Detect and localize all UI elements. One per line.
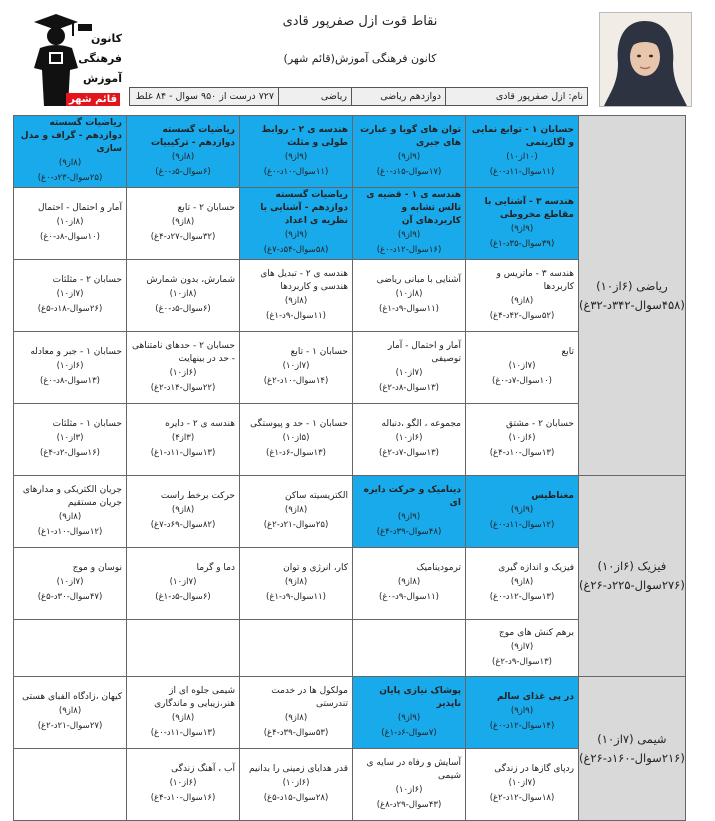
- topic-stats: (۱۳سوال-۸د-۲غ): [379, 382, 439, 393]
- topic-name: کار، انرژی و توان: [283, 563, 348, 573]
- topic-stats: (۸۲سوال-۶۹د-۷غ): [150, 520, 216, 530]
- page-subtitle: کانون فرهنگی آموزش(قائم شهر): [283, 52, 437, 65]
- student-grade: دوازدهم ریاضی: [351, 88, 445, 105]
- topic-stats: (۱۲سوال-۱۱د-۰غ): [489, 520, 555, 530]
- topic-cell: [14, 404, 127, 476]
- topic-stats: (۱۷سوال-۱۵د-۰غ): [376, 166, 442, 177]
- topic-count: (۸از۹): [284, 577, 308, 587]
- topic-cell: [240, 116, 353, 188]
- topic-stats: (۴۷سوال-۳۰د-۵غ): [37, 592, 103, 602]
- topic-count: (۳از۴): [171, 433, 195, 443]
- table-row: [14, 476, 686, 548]
- student-name: نام: ازل صفرپور قادی: [445, 88, 587, 105]
- topic-stats: (۴۳سوال-۲۹د-۸غ): [376, 799, 442, 810]
- topic-stats: (۲۷سوال-۲۱د-۲غ): [37, 721, 103, 731]
- topic-cell: [240, 404, 353, 476]
- topic-count: (۸از۹): [510, 577, 534, 587]
- topic-cell: [353, 260, 466, 332]
- topic-cell: [466, 332, 579, 404]
- topic-cell: [353, 749, 466, 821]
- topic-name: حسابان ۱ - حد و پیوستگی: [250, 419, 348, 429]
- topic-name: شیمی جلوه ای از هنر،زیبایی و ماندگاری: [154, 685, 235, 709]
- topic-cell: [466, 677, 579, 749]
- topic-stats: (۱۱سوال-۹د-۰غ): [379, 592, 439, 602]
- topic-stats: (۱۳سوال-۸د-۰غ): [40, 376, 100, 386]
- topic-stats: (۲۵سوال-۲۳د-۰غ): [37, 173, 103, 183]
- topic-cell: [14, 260, 127, 332]
- topic-count: (۵از۱۰): [282, 433, 310, 443]
- topic-name: ریاضیات گسسته دوازدهم - گراف و مدل سازی: [20, 118, 122, 154]
- topic-cell: [127, 404, 240, 476]
- topic-count: (۶از۱۰): [169, 778, 197, 788]
- topic-stats: (۱۳سوال-۷د-۲غ): [379, 448, 439, 458]
- topic-count: (۸از۹): [58, 158, 82, 168]
- topic-cell: [14, 476, 127, 548]
- topic-stats: (۱۴سوال-۱۰د-۲غ): [263, 376, 329, 386]
- topic-cell: [127, 332, 240, 404]
- topic-count: (۹از۹): [397, 151, 421, 162]
- topic-cell: [240, 188, 353, 260]
- topic-stats: (۱۱سوال-۹د-۱غ): [266, 592, 326, 602]
- topic-count: (۷از۱۰): [56, 577, 84, 587]
- topic-count: (۶از۱۰): [508, 433, 536, 443]
- student-portrait-icon: [600, 13, 691, 106]
- topic-name: هندسه ی ۲ - روابط طولی و مثلث: [261, 124, 348, 148]
- topic-cell: [240, 260, 353, 332]
- topic-name: آب ، آهنگ زندگی: [171, 764, 235, 774]
- topic-name: ردپای گازها در زندگی: [494, 764, 574, 774]
- topic-cell: [466, 404, 579, 476]
- topic-count: (۸از۹): [171, 505, 195, 515]
- topic-name: حسابان ۲ - تابع: [177, 203, 235, 213]
- topic-name: آشنایی با مبانی ریاضی: [376, 275, 461, 285]
- topic-count: (۹از۹): [510, 706, 534, 716]
- empty-cell: [127, 620, 240, 677]
- topic-cell: [353, 548, 466, 620]
- topic-cell: [466, 620, 579, 677]
- topic-name: کیهان ،زادگاه الفبای هستی: [22, 692, 122, 702]
- topic-name: دما و گرما: [196, 563, 235, 573]
- topic-stats: (۱۳سوال-۱۱د-۱غ): [150, 448, 216, 458]
- topic-cell: [14, 116, 127, 188]
- topic-count: (۶از۱۰): [56, 361, 84, 371]
- topic-stats: (۱۱سوال-۹د-۱غ): [379, 304, 439, 314]
- topic-cell: [466, 548, 579, 620]
- topic-cell: [353, 116, 466, 188]
- topic-name: حسابان ۱ - توابع نمایی و لگاریتمی: [471, 124, 574, 148]
- subject-physics: فیزیک (۶از۱۰) (۲۷۶سوال-۲۲۵د-۲۶غ): [579, 476, 686, 677]
- topic-name: حسابان ۲ - مثلثات: [52, 275, 122, 285]
- topic-name: مجموعه ، الگو ،دنباله: [381, 419, 461, 429]
- topic-stats: (۱۳سوال-۱۲د-۰غ): [489, 592, 555, 602]
- topic-cell: [14, 332, 127, 404]
- topic-stats: (۱۱سوال-۱۰د-۰غ): [263, 166, 329, 177]
- topic-stats: (۳۲سوال-۲۷د-۴غ): [150, 232, 216, 242]
- topic-count: (۸از۹): [58, 706, 82, 716]
- topic-count: (۸از۱۰): [169, 289, 197, 299]
- topic-name: حرکت برخط راست: [160, 491, 235, 501]
- topic-count: (۶از۱۰): [169, 367, 197, 378]
- topic-count: (۶از۱۰): [395, 433, 423, 443]
- topic-name: در پی غذای سالم: [496, 692, 574, 702]
- topic-name: حسابان ۲ - مشتق: [506, 419, 574, 429]
- logo-text-3: آموزش: [83, 72, 122, 85]
- topic-cell: [14, 677, 127, 749]
- topic-cell: [240, 332, 353, 404]
- topic-cell: [466, 476, 579, 548]
- topic-count: (۶از۱۰): [282, 778, 310, 788]
- topic-count: (۸از۹): [58, 511, 82, 522]
- topic-count: (۷از۱۰): [56, 289, 84, 299]
- topic-count: (۹از۹): [284, 151, 308, 162]
- topic-stats: (۱۶سوال-۱۲د-۰غ): [376, 245, 442, 255]
- topic-stats: (۱۳سوال-۱۱د-۰غ): [150, 727, 216, 738]
- topic-name: جریان الکتریکی و مدارهای جریان مستقیم: [22, 484, 122, 508]
- topic-stats: (۲۲سوال-۱۴د-۲غ): [150, 382, 216, 393]
- topic-name: مولکول ها در خدمت تندرستی: [271, 685, 348, 709]
- empty-cell: [240, 620, 353, 677]
- topic-name: هندسه ۳ - آشنایی با مقاطع مخروطی: [484, 196, 574, 220]
- topic-count: (۸از۹): [284, 712, 308, 723]
- student-field: ریاضی: [278, 88, 351, 105]
- topic-count: (۹از۹): [397, 230, 421, 240]
- topic-count: (۷از۱۰): [508, 778, 536, 788]
- topic-count: (۹از۹): [284, 230, 308, 240]
- topic-stats: (۱۳سوال-۹د-۲غ): [492, 656, 552, 667]
- topic-name: ریاضیات گسسته دوازدهم - ترکیبیات: [150, 124, 235, 148]
- topic-count: (۸از۹): [171, 217, 195, 227]
- topic-name: الکتریسیته ساکن: [285, 491, 348, 501]
- topic-name: شمارش، بدون شمارش: [146, 275, 235, 285]
- topic-name: ریاضیات گسسته دوازدهم - آشنایی با نظریه ی اعداد: [260, 190, 348, 226]
- topic-count: (۸از۹): [171, 151, 195, 162]
- topic-stats: (۶سوال-۵د-۰غ): [155, 304, 211, 314]
- topic-count: (۸از۱۰): [395, 289, 423, 299]
- topic-stats: (۵۲سوال-۴۲د-۴غ): [489, 310, 555, 321]
- topic-name: هندسه ی ۲ - دایره: [165, 419, 235, 429]
- topic-name: آمار و احتمال - آمار توصیفی: [387, 340, 461, 364]
- kanoon-logo: [26, 8, 124, 106]
- topic-stats: (۷سوال-۶د-۱غ): [381, 727, 437, 738]
- topic-cell: [466, 188, 579, 260]
- topic-stats: (۲۶سوال-۱۸د-۵غ): [37, 304, 103, 314]
- topic-stats: (۱۴سوال-۱۲د-۰غ): [489, 721, 555, 731]
- empty-cell: [353, 620, 466, 677]
- student-stats: ۷۲۷ درست از ۹۵۰ سوال - ۸۴ غلط: [135, 91, 274, 102]
- topic-name: پوشاک نیازی پایان ناپذیر: [379, 685, 461, 709]
- topic-name: حسابان ۱ - جبر و معادله: [30, 347, 122, 357]
- topic-cell: [353, 476, 466, 548]
- topic-stats: (۱۶سوال-۲د-۴غ): [40, 448, 100, 458]
- topic-stats: (۱۰سوال-۸د-۰غ): [40, 232, 100, 242]
- subject-math: ریاضی (۶از۱۰) (۴۵۸سوال-۳۴۲د-۳۲غ): [579, 116, 686, 476]
- topic-stats: (۱۳سوال-۱۰د-۴غ): [489, 448, 555, 458]
- topic-count: (۱۰از۱۰): [506, 151, 538, 162]
- topic-stats: (۱۳سوال-۶د-۱غ): [266, 448, 326, 458]
- topic-cell: [353, 188, 466, 260]
- topic-stats: (۵۸سوال-۵۴د-۷غ): [263, 245, 329, 255]
- topic-count: (۸از۹): [171, 712, 195, 723]
- topic-stats: (۱۰سوال-۷د-۰غ): [492, 376, 552, 386]
- topic-stats: (۵۳سوال-۳۹د-۴غ): [263, 727, 329, 738]
- topic-count: (۷از۱۰): [395, 367, 423, 378]
- topic-name: قدر هدایای زمینی را بدانیم: [249, 764, 348, 774]
- topic-name: حسابان ۱ - مثلثات: [52, 419, 122, 429]
- topic-stats: (۲۸سوال-۱۵د-۵غ): [263, 793, 329, 803]
- topic-stats: (۱۱سوال-۱۱د-۰غ): [489, 166, 555, 177]
- topic-name: حسابان ۲ - حدهای نامتناهی - حد در بینهایت: [131, 340, 235, 364]
- topic-stats: (۱۶سوال-۱۰د-۴غ): [150, 793, 216, 803]
- topic-name: هندسه ۳ - ماتریس و کاربردها: [496, 268, 574, 292]
- topic-stats: (۲۵سوال-۲۱د-۲غ): [263, 520, 329, 530]
- topic-cell: [466, 749, 579, 821]
- logo-text-2: فرهنگی: [78, 52, 122, 65]
- topic-count: (۶از۱۰): [395, 784, 423, 795]
- student-photo: [599, 12, 692, 107]
- topic-name: تابع: [561, 347, 574, 357]
- topic-count: (۹از۹): [510, 223, 534, 234]
- topic-name: مغناطیس: [531, 491, 574, 501]
- topic-cell: [127, 677, 240, 749]
- topic-count: (۸از۹): [510, 295, 534, 306]
- topic-name: دینامیک و حرکت دایره ای: [363, 484, 461, 508]
- topic-stats: (۶سوال-۵د-۰غ): [155, 166, 211, 177]
- subject-chemistry: شیمی (۷از۱۰) (۲۱۶سوال-۱۶۰د-۲۶غ): [579, 677, 686, 821]
- topic-cell: [240, 677, 353, 749]
- topic-cell: [127, 116, 240, 188]
- topic-cell: [14, 548, 127, 620]
- topic-cell: [240, 548, 353, 620]
- topic-cell: [353, 677, 466, 749]
- topic-name: آمار و احتمال - احتمال: [38, 203, 122, 213]
- student-info-bar: [129, 87, 588, 106]
- topic-cell: [127, 188, 240, 260]
- topic-cell: [127, 749, 240, 821]
- topic-stats: (۱۲سوال-۱۰د-۱غ): [37, 526, 103, 537]
- topic-name: حسابان ۱ - تابع: [290, 347, 348, 357]
- topic-name: آسایش و رفاه در سایه ی شیمی: [366, 757, 461, 781]
- topic-cell: [127, 260, 240, 332]
- topic-count: (۷از۹): [510, 641, 534, 652]
- topic-cell: [240, 476, 353, 548]
- topic-name: ترمودینامیک: [416, 563, 461, 573]
- topic-name: فیزیک و اندازه گیری: [498, 563, 574, 573]
- topic-count: (۸از۹): [397, 577, 421, 587]
- logo-text-1: کانون: [91, 32, 122, 45]
- topic-count: (۸از۹): [284, 295, 308, 306]
- topic-name: توان های گویا و عبارت های جبری: [360, 124, 461, 148]
- topic-name: نوسان و موج: [72, 563, 122, 573]
- strengths-table: [13, 115, 686, 821]
- topic-cell: [240, 749, 353, 821]
- topic-count: (۸از۱۰): [56, 217, 84, 227]
- topic-stats: (۱۸سوال-۱۲د-۲غ): [489, 793, 555, 803]
- topic-count: (۹از۹): [397, 511, 421, 522]
- topic-cell: [14, 188, 127, 260]
- topic-cell: [127, 476, 240, 548]
- topic-stats: (۴۸سوال-۳۹د-۴غ): [376, 526, 442, 537]
- topic-cell: [127, 548, 240, 620]
- logo-city: قائم شهر: [66, 93, 120, 106]
- topic-name: هندسه ی ۲ - تبدیل های هندسی و کاربردها: [260, 268, 348, 292]
- topic-stats: (۶سوال-۵د-۱غ): [155, 592, 211, 602]
- topic-count: (۹از۹): [397, 712, 421, 723]
- topic-name: برهم کنش های موج: [498, 627, 574, 638]
- topic-count: (۳از۱۰): [56, 433, 84, 443]
- empty-cell: [14, 620, 127, 677]
- page-title: نقاط قوت ازل صفرپور قادی: [282, 14, 438, 29]
- empty-cell: [14, 749, 127, 821]
- topic-name: هندسه ی ۱ - قضیه ی تالس تشابه و کاربردهای آن: [366, 190, 461, 226]
- topic-count: (۷از۱۰): [169, 577, 197, 587]
- topic-stats: (۱۱سوال-۹د-۱غ): [266, 310, 326, 321]
- topic-stats: (۳۹سوال-۳۵د-۱غ): [489, 238, 555, 249]
- table-row: [14, 116, 686, 188]
- topic-cell: [466, 116, 579, 188]
- topic-cell: [353, 404, 466, 476]
- topic-count: (۷از۱۰): [282, 361, 310, 371]
- table-row: [14, 677, 686, 749]
- topic-cell: [353, 332, 466, 404]
- topic-cell: [466, 260, 579, 332]
- topic-count: (۹از۹): [510, 505, 534, 515]
- topic-count: (۷از۱۰): [508, 361, 536, 371]
- topic-count: (۸از۹): [284, 505, 308, 515]
